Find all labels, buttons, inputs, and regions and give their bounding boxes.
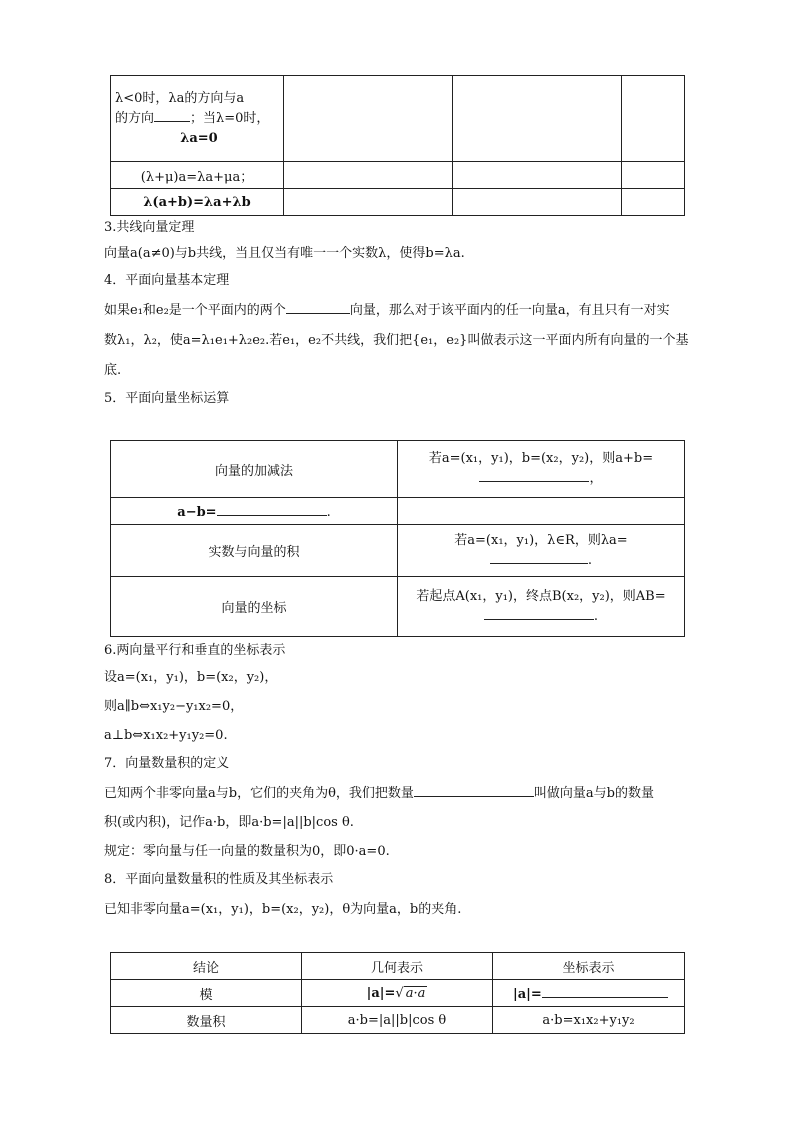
coord-row3-right (398, 525, 685, 577)
section7-line1 (104, 784, 654, 804)
table1-r2-c1: (λ+μ)a=λa+μa； (111, 162, 284, 189)
fill-blank[interactable] (542, 985, 668, 998)
table-coord-ops (110, 440, 685, 637)
fill-blank[interactable] (217, 503, 327, 516)
coord-row2-left-post: . (326, 504, 331, 520)
table1-r2-c4 (622, 162, 685, 189)
coord-row1-label: 向量的加减法 (111, 441, 398, 498)
section4-line1 (104, 301, 670, 321)
section3-heading: 3.共线向量定理 (104, 220, 195, 235)
coord-row4-line2-post: . (593, 608, 599, 624)
fill-blank[interactable] (414, 784, 534, 797)
table1-r2-c3 (453, 162, 622, 189)
fill-blank[interactable] (490, 551, 588, 564)
section4-line1-post: 向量，那么对于该平面内的任一向量a，有且只有一对实 (349, 303, 670, 318)
section7-line1-pre: 已知两个非零向量a与b，它们的夹角为θ，我们把数量 (104, 786, 414, 801)
coord-row1-right (398, 441, 685, 498)
table1-r1-c1 (111, 76, 284, 162)
section5-heading: 5．平面向量坐标运算 (104, 391, 230, 406)
sqrt-icon: √ (395, 985, 404, 1001)
table1-r3-c4 (622, 189, 685, 216)
dot-row2-label: 数量积 (111, 1007, 302, 1034)
coord-row4-line2 (398, 607, 684, 627)
section4-heading: 4．平面向量基本定理 (104, 273, 230, 288)
coord-row4-right (398, 577, 685, 637)
table1-r2-c2 (284, 162, 453, 189)
dot-header-conclusion: 结论 (111, 953, 302, 980)
dot-row1-label: 模 (111, 980, 302, 1007)
table-dot-product (110, 952, 685, 1034)
section4-line2: 数λ₁，λ₂，使a=λ₁e₁+λ₂e₂.若e₁，e₂不共线，我们把{e₁，e₂}叫做表示这一平面内所有向量的一个基 (104, 333, 689, 348)
dot-row1-geo (302, 980, 493, 1007)
dot-header-geometric: 几何表示 (302, 953, 493, 980)
section7-heading: 7．向量数量积的定义 (104, 756, 230, 771)
coord-row4-line1: 若起点A(x₁，y₁)，终点B(x₂，y₂)，则AB= (416, 588, 666, 604)
coord-row3-line1: 若a=(x₁，y₁)，λ∈R，则λa= (454, 532, 628, 548)
fill-blank[interactable] (484, 607, 594, 620)
dot-header-coordinate: 坐标表示 (493, 953, 685, 980)
fill-blank[interactable] (286, 301, 350, 314)
dot-row1-geo-sqrt: a·a (405, 985, 426, 1001)
fill-blank[interactable] (154, 109, 190, 122)
table1-r3-c1: λ(a+b)=λa+λb (111, 189, 284, 216)
coord-row1-line2 (398, 469, 684, 489)
coord-row2-left (111, 498, 398, 525)
table1-r1-line2-pre: 的方向 (115, 110, 155, 126)
table1-r1-line3: λa=0 (180, 130, 218, 146)
section6-line2: 则a∥b⇔x₁y₂−y₁x₂=0， (104, 699, 244, 714)
table1-r3-c3 (453, 189, 622, 216)
dot-row2-coord: a·b=x₁x₂+y₁y₂ (493, 1007, 685, 1034)
coord-row3-label: 实数与向量的积 (111, 525, 398, 577)
table1-r1-c4 (622, 76, 685, 162)
table1-r1-c3 (453, 76, 622, 162)
coord-row3-line2 (398, 551, 684, 571)
section6-line1: 设a=(x₁，y₁)，b=(x₂，y₂)， (104, 670, 278, 685)
coord-row4-label: 向量的坐标 (111, 577, 398, 637)
fill-blank[interactable] (479, 469, 589, 482)
section7-line2: 积(或内积)，记作a·b，即a·b=|a||b|cos θ. (104, 815, 354, 830)
section7-line3: 规定：零向量与任一向量的数量积为0，即0·a=0. (104, 844, 390, 859)
table-scalar-mult (110, 75, 685, 216)
dot-row1-coord-pre: |a|= (513, 986, 542, 1002)
section8-intro: 已知非零向量a=(x₁，y₁)，b=(x₂，y₂)，θ为向量a，b的夹角. (104, 902, 462, 917)
dot-row2-geo: a·b=|a||b|cos θ (302, 1007, 493, 1034)
section4-line3: 底. (104, 363, 122, 378)
coord-row2-right (398, 498, 685, 525)
table1-r1-line2 (115, 109, 283, 129)
section4-line1-pre: 如果e₁和e₂是一个平面内的两个 (104, 303, 286, 318)
section3-text: 向量a(a≠0)与b共线，当且仅当有唯一一个实数λ，使得b=λa. (104, 246, 465, 261)
coord-row1-line1: 若a=(x₁，y₁)，b=(x₂，y₂)，则a+b= (428, 451, 654, 466)
coord-row1-line2-post: ， (589, 471, 603, 486)
table1-r1-line2-post: ；当λ=0时， (190, 110, 270, 126)
coord-row3-line2-post: . (587, 552, 593, 568)
table1-r1-line1: λ<0时，λa的方向与a (115, 90, 245, 106)
dot-row1-coord (493, 980, 685, 1007)
coord-row2-left-label: a−b= (177, 504, 217, 520)
section7-line1-post: 叫做向量a与b的数量 (533, 786, 654, 801)
dot-row1-geo-pre: |a|= (366, 985, 396, 1001)
table1-r3-c2 (284, 189, 453, 216)
section6-heading: 6.两向量平行和垂直的坐标表示 (104, 643, 286, 658)
section8-heading: 8．平面向量数量积的性质及其坐标表示 (104, 872, 334, 887)
table1-r1-c2 (284, 76, 453, 162)
section6-line3: a⊥b⇔x₁x₂+y₁y₂=0. (104, 728, 228, 743)
